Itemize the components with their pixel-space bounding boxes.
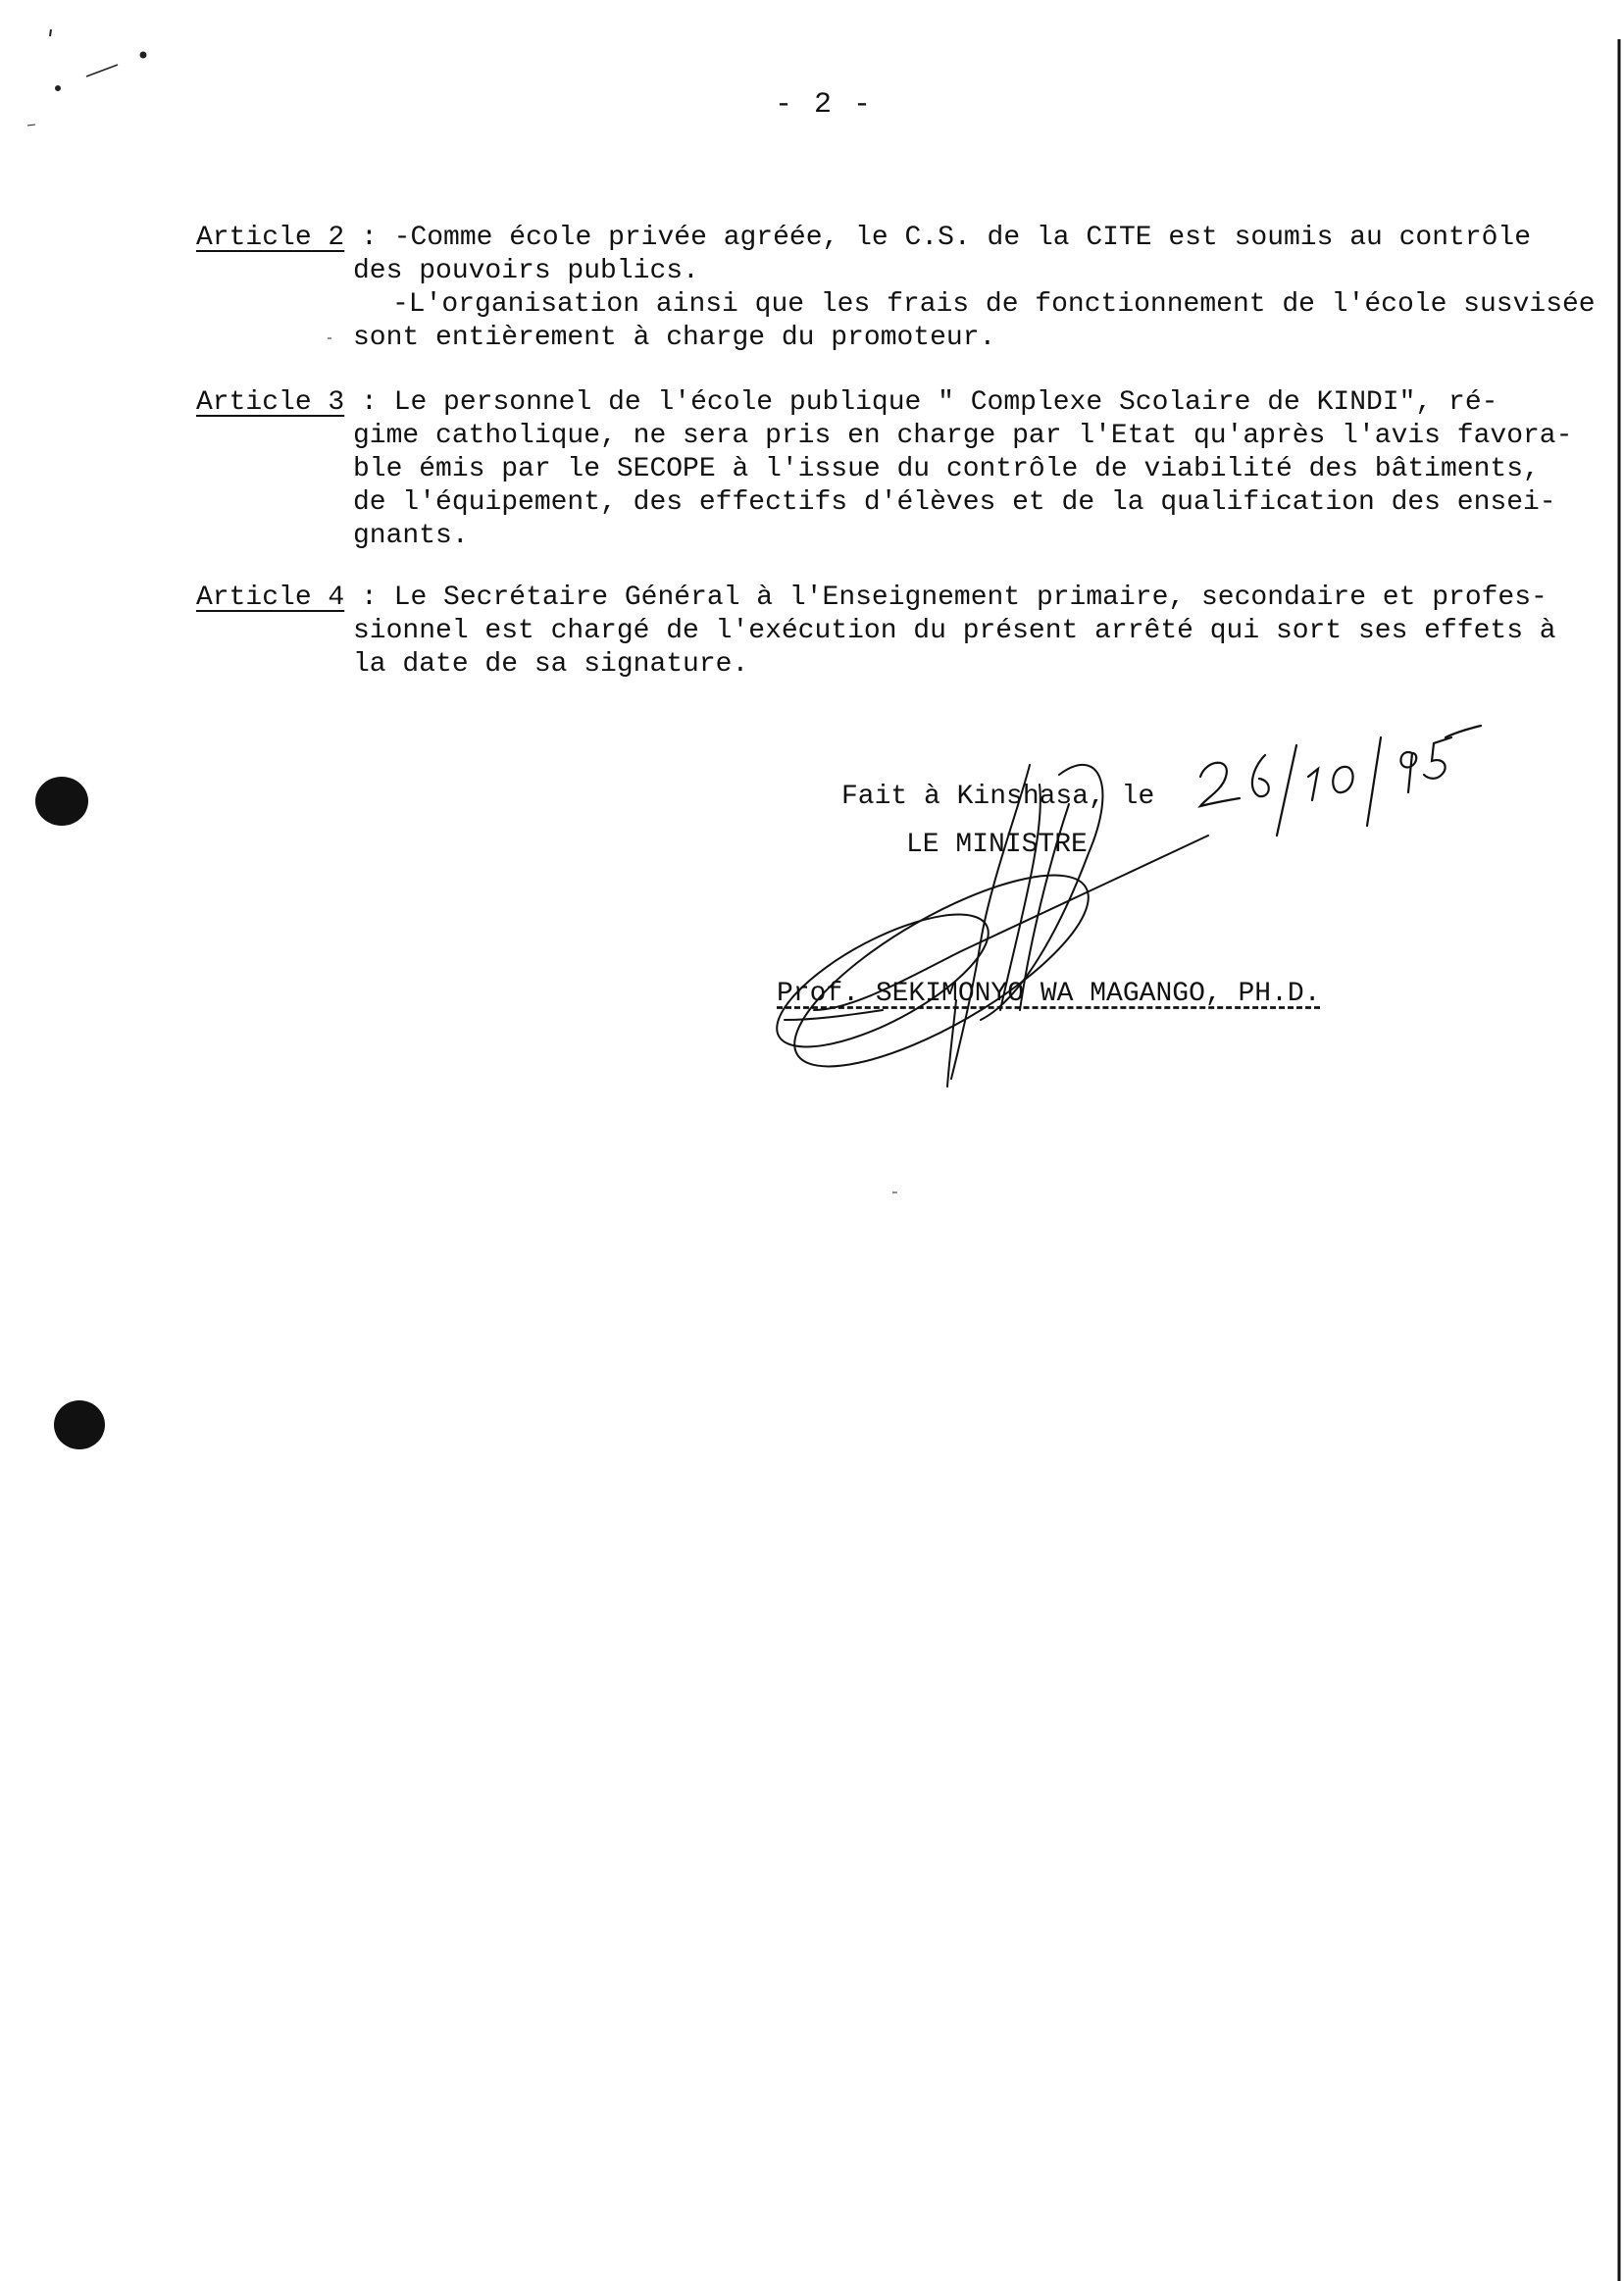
article-2-line-2: des pouvoirs publics.: [353, 256, 699, 286]
article-2-label: Article 2: [196, 223, 345, 253]
article-4-line-3: la date de sa signature.: [353, 649, 749, 680]
article-2-line-4: sont entièrement à charge du promoteur.: [353, 323, 996, 353]
article-3-line-5: gnants.: [353, 521, 469, 551]
signature-scrawl: [759, 765, 1208, 1101]
article-2-line-3: -L'organisation ainsi que les frais de fonctionnement de l'école susvisée: [392, 289, 1596, 320]
article-4-line-2: sionnel est chargé de l'exécution du présent arrêté qui sort ses effets à: [353, 616, 1556, 646]
article-3-line-1: : Le personnel de l'école publique " Complexe Scolaire de KINDI", ré-: [344, 387, 1498, 418]
article-3-line-4: de l'équipement, des effectifs d'élèves et de la qualification des ensei-: [353, 487, 1556, 518]
article-4-label: Article 4: [196, 583, 345, 613]
article-3-line-3: ble émis par le SECOPE à l'issue du contrôle de viabilité des bâtiments,: [353, 454, 1540, 484]
article-3-line-2: gime catholique, ne sera pris en charge par l'Etat qu'après l'avis favora-: [353, 421, 1573, 451]
corner-specks: [27, 29, 897, 1192]
article-3-label: Article 3: [196, 387, 345, 418]
signer-name: Prof. SEKIMONYO WA MAGANGO, PH.D.: [777, 979, 1321, 1009]
signatory-title: LE MINISTRE: [906, 830, 1088, 860]
place-date-line: Fait à Kinshasa, le: [841, 782, 1155, 812]
article-2-line-1: : -Comme école privée agréée, le C.S. de la CITE est soumis au contrôle: [344, 223, 1532, 253]
page-number: - 2 -: [774, 88, 873, 122]
article-4-line-1: : Le Secrétaire Général à l'Enseignement primaire, secondaire et profes-: [344, 583, 1548, 613]
handwritten-date: [1200, 726, 1481, 836]
